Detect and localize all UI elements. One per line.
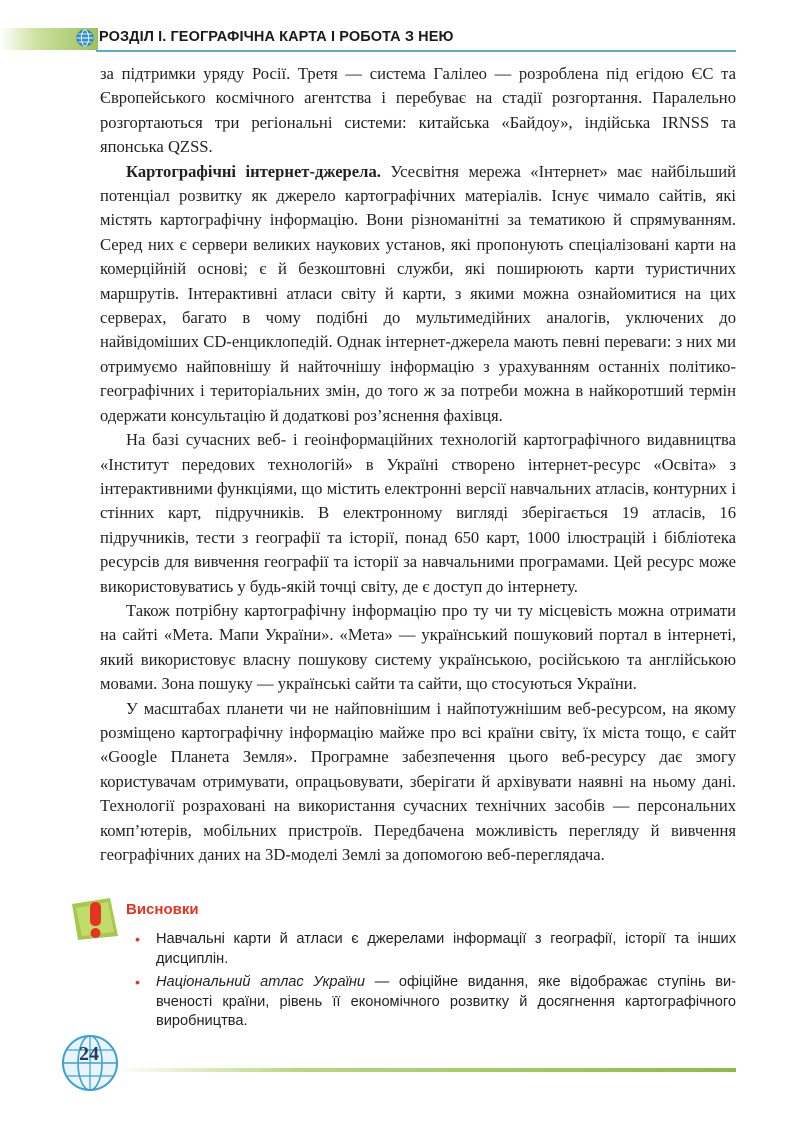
conclusion-1-text: Навчальні карти й атласи є джерелами інформації з географії, історії та інших дисциплін.	[156, 931, 736, 967]
paragraph-2	[100, 160, 736, 428]
paragraph-3: На базі сучасних веб- і геоінформаційних технологій картографічного видавництва «Інститут передових технологій» в Україні створено інтернет-ресурс «Освіта» з інтерактивними функціями, що містить електронні версії навчальних атласів, контурних і стінних карт, підручників. В електронному вигляді зберігається 19 атласів, 16 підручників, тести з географії та історії, понад 650 карт, 1000 ілюстрацій і бібліотека ресурсів для вивчення географії та історії за навчальними програмами. Цей ресурс може використовуватись у будь-якій точці світу, де є доступ до інтернету.	[100, 430, 736, 596]
conclusion-2-term: Національний атлас України	[156, 974, 366, 990]
paragraph-5: У масштабах планети чи не найповнішим і найпотужнішим веб-ресурсом, на якому розміщено картографічну інформацію майже про всі країни світу, їх міста тощо, є сайт «Google Планета Земля». Програмне забезпечення цього веб-ресурсу дає змогу користувачам отримувати, опрацьовувати, зберігати й архівувати наявні на ньому дані. Технології розраховані на використання сучасних технічних засобів — персональних комп’ютерів, мобільних пристроїв. Передбачена можливість перегляду й вивчення географічних даних на 3D-моделі Землі за допомогою веб-переглядача.	[100, 698, 736, 864]
conclusions-title: Висновки	[126, 901, 199, 918]
section-title: РОЗДІЛ І. ГЕОГРАФІЧНА КАРТА І РОБОТА З НЕЮ	[99, 29, 454, 45]
list-item	[130, 930, 736, 969]
main-text	[100, 62, 736, 867]
conclusions-list	[130, 930, 736, 1036]
bullet-icon: •	[135, 974, 140, 990]
conclusion-2-text: — офіційне видання, яке відображає ступінь вивченості країни, рівень її економічного розвитку й досягнення картографічного виробництва.	[156, 974, 736, 1029]
page-number: 24	[79, 1043, 99, 1065]
header-divider	[96, 50, 736, 52]
exclamation-icon	[70, 896, 120, 942]
paragraph-4: Також потрібну картографічну інформацію про ту чи ту місцевість можна отримати на сайті «Мета. Мапи України». «Мета» — український пошуковий портал в інтернеті, який використовує власну пошукову систему українською, російською та англійською мовами. Зона пошуку — українські сайти та сайти, що стосуються України.	[100, 600, 736, 694]
paragraph-2-text: Усесвітня мережа «Інтернет» має найбільший потенціал розвитку як джерело картографічних матеріалів. Існує чимало сайтів, які містять картографічну інформацію. Вони різноманітні за тематикою й спрямуванням. Серед них є сервери великих наукових установ, які пропонують спеціалізовані карти на комерційній основі; є й безкоштовні служби, які поширюють карти туристичних маршрутів. Інтерактивні атласи світу й карти, з якими можна ознайомитися на цих серверах, багато в чому подібні до мультимедійних аналогів, уключених до найвідоміших CD-енциклопедій. Однак інтернет-джерела мають певні переваги: з них ми отримуємо найповнішу й найточнішу інформацію з урахуванням останніх політико-географічних і територіальних змін, до того ж за потреби можна в найкоротший термін одержати консультацію й додаткові роз’яснення фахівця.	[100, 161, 736, 425]
paragraph-1: за підтримки уряду Росії. Третя — система Галілео — розроблена під егідою ЄС та Європейського космічного агентства і перебуває на стадії розгортання. Паралельно розгортаються три регіональні системи: китайська «Байдоу», індійська IRNSS та японська QZSS.	[100, 64, 736, 157]
paragraph-2-heading: Картографічні інтернет-джерела.	[126, 161, 381, 181]
list-item	[130, 973, 736, 1032]
footer-gradient-line	[112, 1068, 736, 1072]
globe-icon	[76, 29, 94, 47]
bullet-icon: •	[135, 931, 140, 947]
